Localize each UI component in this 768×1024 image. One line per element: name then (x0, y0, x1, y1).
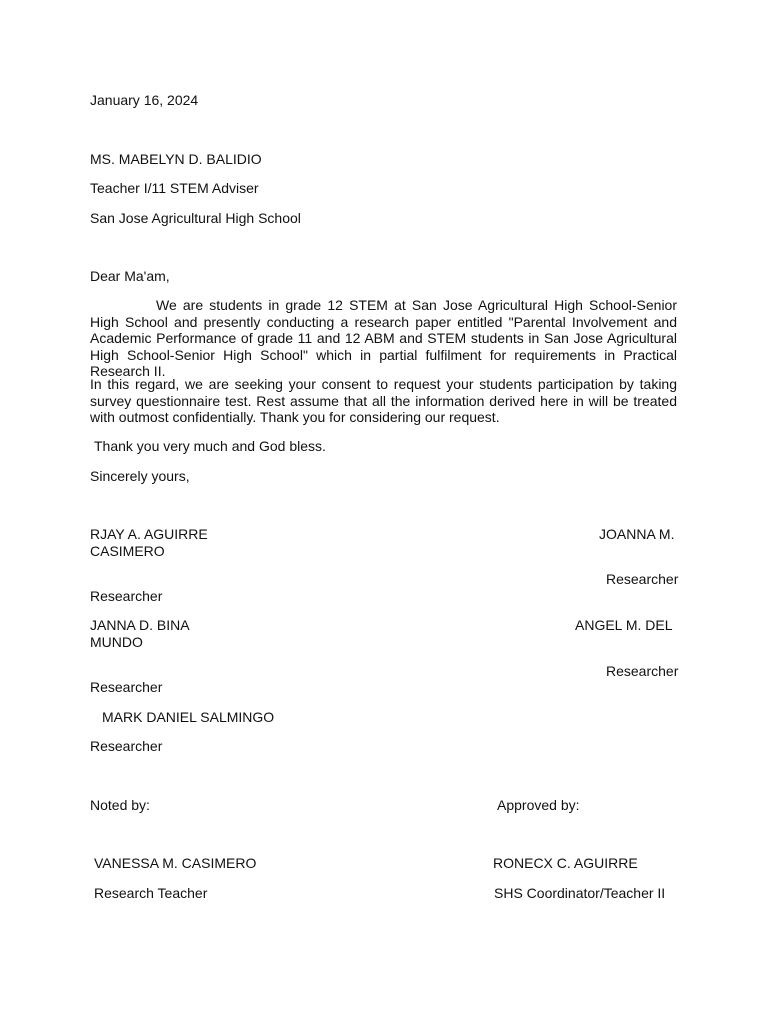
thanks-line: Thank you very much and God bless. (94, 438, 326, 454)
researcher-name: ANGEL M. DEL (575, 617, 673, 633)
researcher-name-continued: CASIMERO (90, 543, 165, 559)
researcher-name: JANNA D. BINA (90, 617, 190, 633)
closing: Sincerely yours, (90, 468, 190, 484)
researcher-role: Researcher (90, 679, 163, 695)
approved-by-label: Approved by: (497, 797, 580, 813)
recipient-position: Teacher I/11 STEM Adviser (90, 180, 259, 196)
body-paragraph-1: We are students in grade 12 STEM at San Jose Agricultural High School-Senior High School and presently conducting a research paper entitled "Parental Involvement and Academic Performance of grade 11 and 12 ABM and STEM students in San Jose Agricultural High School-Senior High School" which in partial fulfilment for requirements in Practical Research II. (90, 297, 677, 379)
researcher-role: Researcher (90, 588, 163, 604)
researcher-role: Researcher (606, 571, 679, 587)
noted-by-name: VANESSA M. CASIMERO (94, 855, 257, 871)
body-paragraph-2: In this regard, we are seeking your consent to request your students participation by taking survey questionnaire test. Rest assume that all the information derived here in will be treated with outmost confidentially. Thank you for considering our request. (90, 376, 677, 425)
researcher-name: JOANNA M. (599, 526, 675, 542)
letter-date: January 16, 2024 (90, 92, 199, 108)
noted-by-label: Noted by: (90, 797, 150, 813)
salutation: Dear Ma'am, (90, 268, 170, 284)
recipient-school: San Jose Agricultural High School (90, 210, 301, 226)
researcher-name: MARK DANIEL SALMINGO (102, 709, 275, 725)
approved-by-title: SHS Coordinator/Teacher II (494, 885, 666, 901)
noted-by-title: Research Teacher (94, 885, 208, 901)
recipient-name: MS. MABELYN D. BALIDIO (90, 151, 262, 167)
researcher-name-continued: MUNDO (90, 634, 143, 650)
researcher-name: RJAY A. AGUIRRE (90, 526, 208, 542)
researcher-role: Researcher (606, 663, 679, 679)
approved-by-name: RONECX C. AGUIRRE (493, 855, 638, 871)
researcher-role: Researcher (90, 738, 163, 754)
